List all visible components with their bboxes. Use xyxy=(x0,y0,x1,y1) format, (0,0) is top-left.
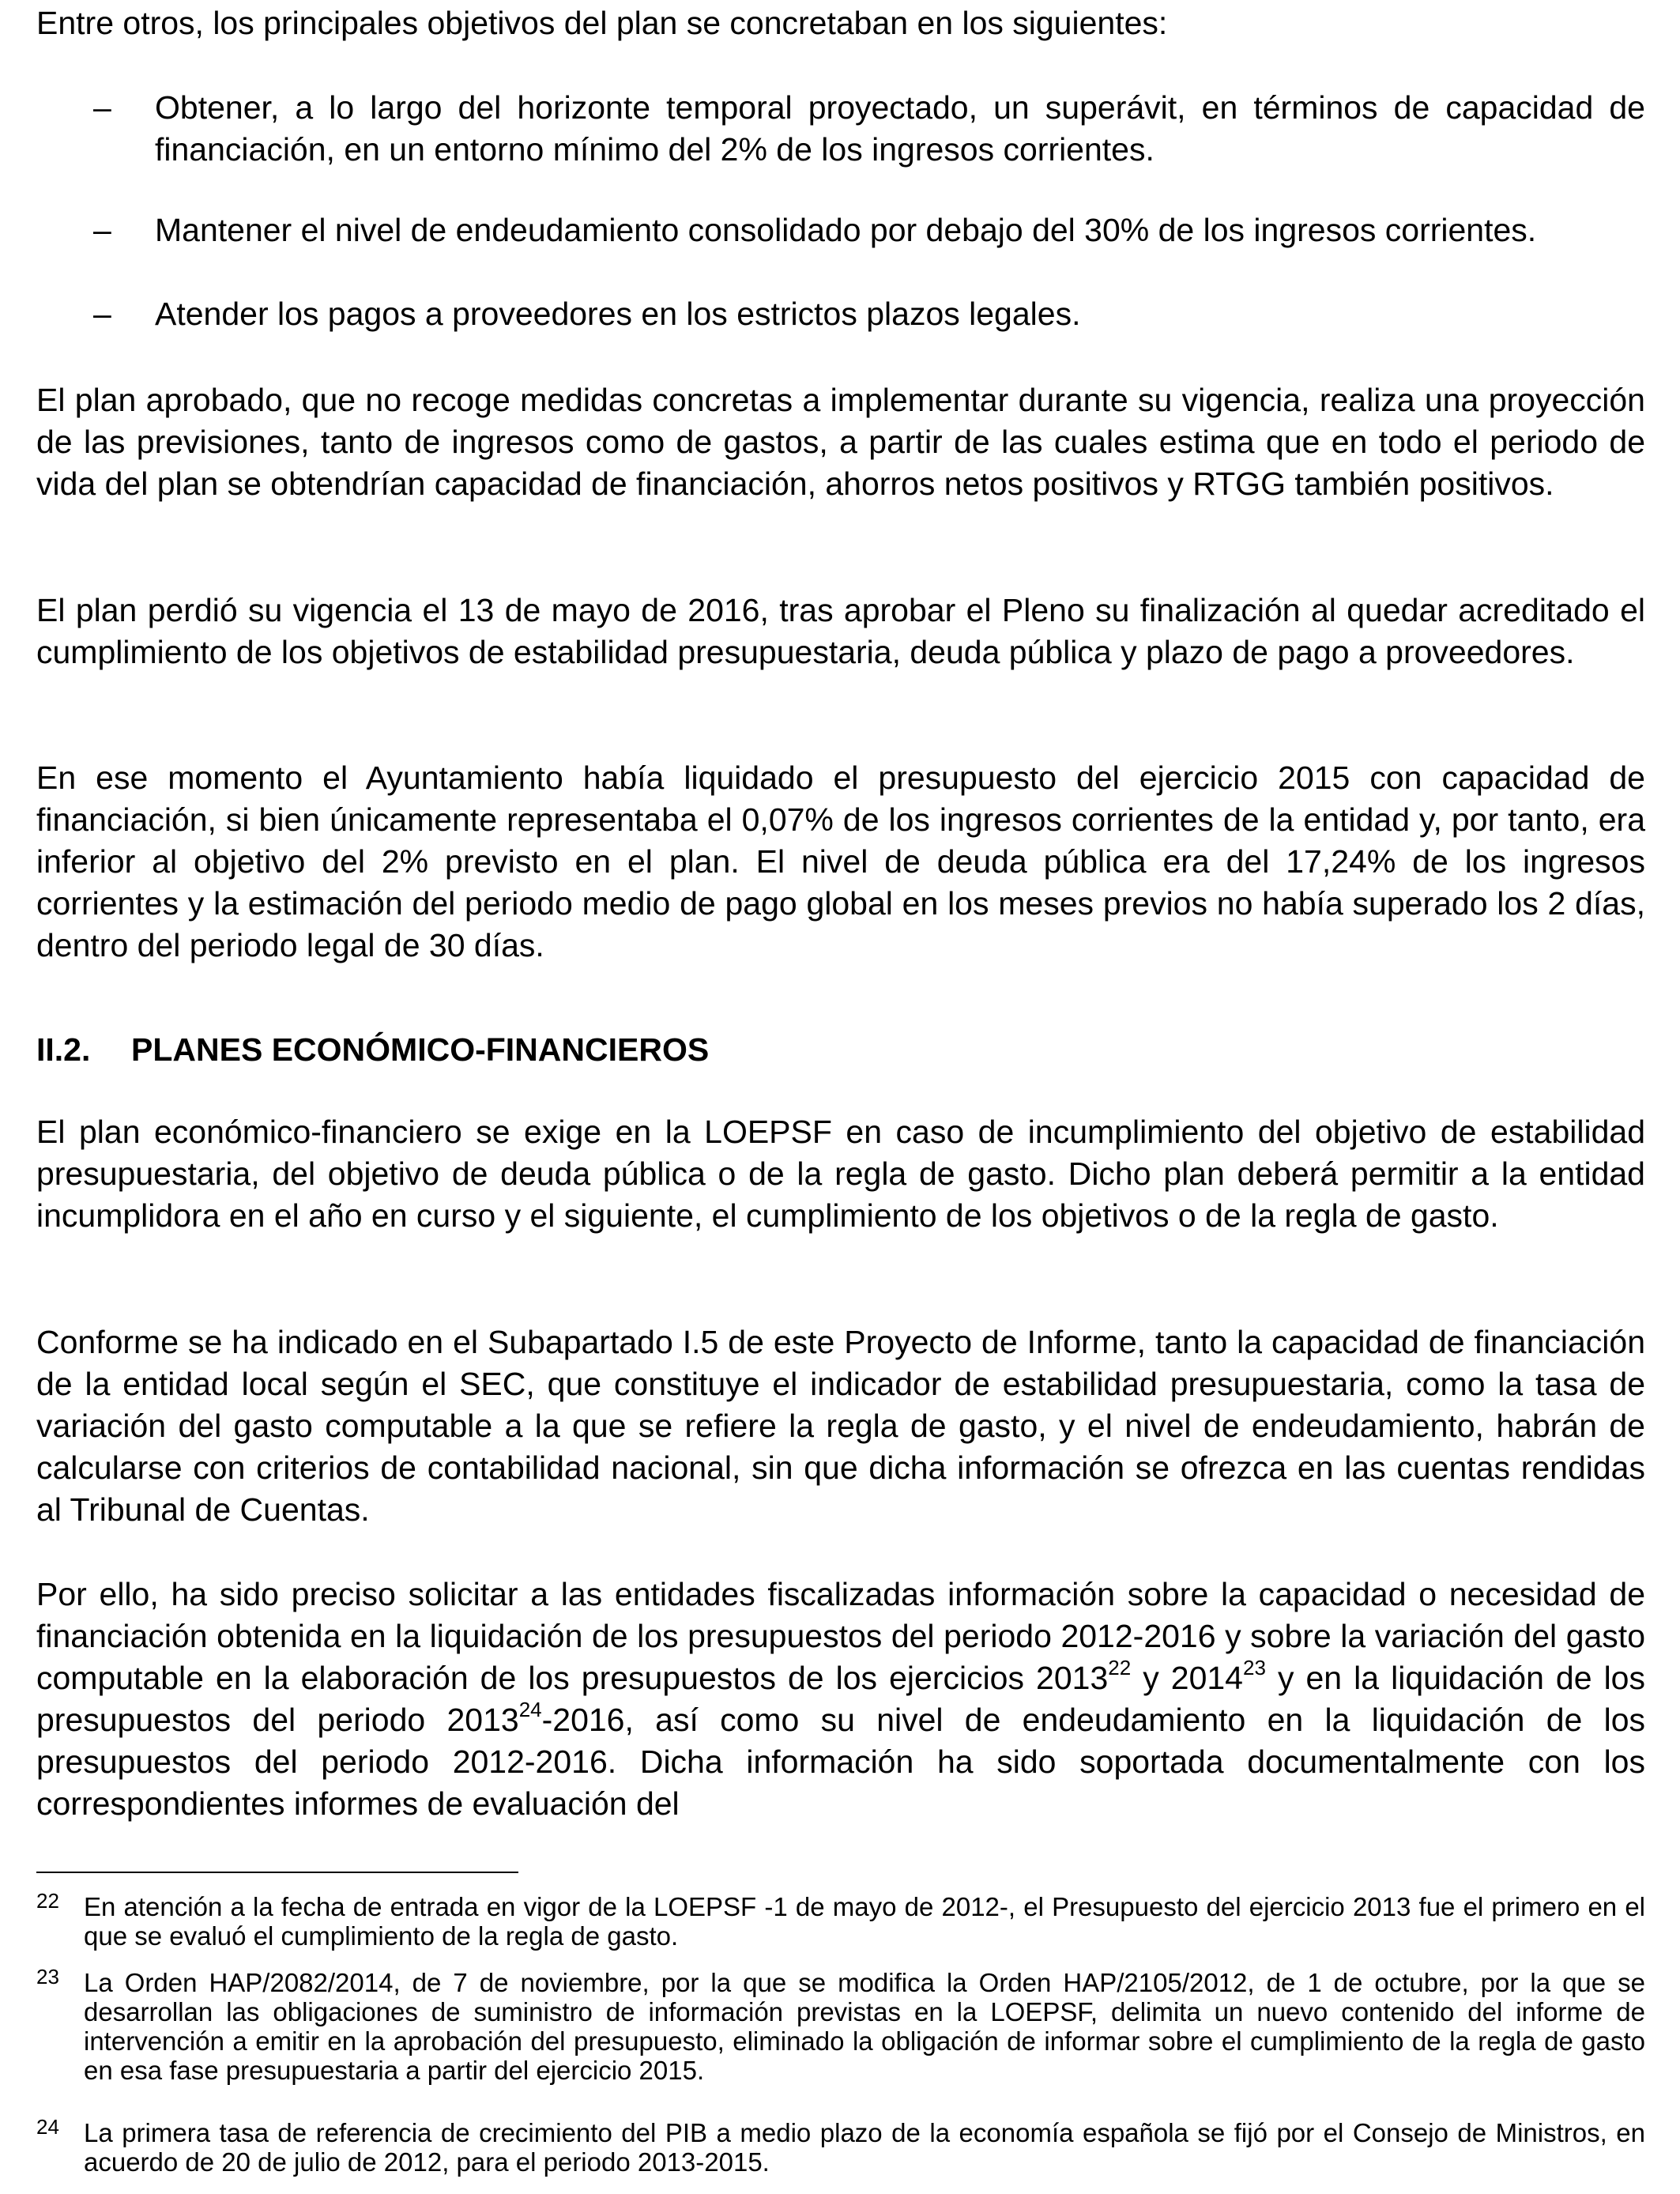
footnote-ref[interactable]: 23 xyxy=(1242,1656,1266,1679)
bullet-dash: – xyxy=(93,296,111,332)
paragraph: El plan perdió su vigencia el 13 de mayo de 2016, tras aprobar el Pleno su finalización al quedar acreditado el cumplimiento de los objetivos de estabilidad presupuestaria, deuda pública y plazo de pago a proveedores. xyxy=(36,592,1645,670)
paragraph: En ese momento el Ayuntamiento había liquidado el presupuesto del ejercicio 2015 con capacidad de financiación, si bien únicamente representaba el 0,07% de los ingresos corrientes de la entidad y, por tanto, era inferior al objetivo del 2% previsto en el plan. El nivel de deuda pública era del 17,24% de los ingresos corrientes y la estimación del periodo medio de pago global en los meses previos no había superado los 2 días, dentro del periodo legal de 30 días. xyxy=(36,760,1645,963)
paragraph: El plan aprobado, que no recoge medidas concretas a implementar durante su vigencia, realiza una proyección de las previsiones, tanto de ingresos como de gastos, a partir de las cuales estima que en todo el periodo de vida del plan se obtendrían capacidad de financiación, ahorros netos positivos y RTGG también positivos. xyxy=(36,382,1645,502)
paragraph xyxy=(36,1574,1645,1825)
intro-paragraph: Entre otros, los principales objetivos del plan se concretaban en los siguientes: xyxy=(36,5,1168,41)
paragraph: Conforme se ha indicado en el Subapartado I.5 de este Proyecto de Informe, tanto la capacidad de financiación de la entidad local según el SEC, que constituye el indicador de estabilidad presupuestaria, como la tasa de variación del gasto computable a la que se refiere la regla de gasto, y el nivel de endeudamiento, habrán de calcularse con criterios de contabilidad nacional, sin que dicha información se ofrezca en las cuentas rendidas al Tribunal de Cuentas. xyxy=(36,1324,1645,1528)
paragraph-text: y en la liquidación de los presupuestos del periodo 2013 xyxy=(36,1660,1645,1738)
paragraph-text: y 2014 xyxy=(1131,1660,1243,1696)
footnote-number: 23 xyxy=(36,1965,59,1989)
footnote-text: En atención a la fecha de entrada en vigor de la LOEPSF -1 de mayo de 2012-, el Presupuesto del ejercicio 2013 fue el primero en el que se evaluó el cumplimiento de la regla de gasto. xyxy=(84,1892,1645,1951)
bullet-dash: – xyxy=(93,212,111,248)
footnote-text: La Orden HAP/2082/2014, de 7 de noviembre, por la que se modifica la Orden HAP/2105/2012, de 1 de octubre, por la que se desarrollan las obligaciones de suministro de información previstas en la LOEPSF, delimita un nuevo contenido del informe de intervención a emitir en la aprobación del presupuesto, eliminado la obligación de informar sobre el cumplimiento de la regla de gasto en esa fase presupuestaria a partir del ejercicio 2015. xyxy=(84,1968,1645,2085)
bullet-text: Atender los pagos a proveedores en los estrictos plazos legales. xyxy=(155,296,1081,332)
footnote-number: 22 xyxy=(36,1889,59,1913)
section-number: II.2. xyxy=(36,1031,91,1068)
footnote-text: La primera tasa de referencia de crecimiento del PIB a medio plazo de la economía española se fijó por el Consejo de Ministros, en acuerdo de 20 de julio de 2012, para el periodo 2013-2015. xyxy=(84,2118,1645,2177)
footnote-ref[interactable]: 22 xyxy=(1108,1656,1132,1679)
footnote-separator xyxy=(36,1872,518,1873)
paragraph-text: -2016, así como su nivel de endeudamiento en la liquidación de los presupuestos del periodo 2012-2016. Dicha información ha sido soportada documentalmente con los correspondientes informes de evaluación del xyxy=(36,1702,1645,1822)
bullet-dash: – xyxy=(93,89,111,126)
footnote-number: 24 xyxy=(36,2115,59,2139)
section-heading xyxy=(36,1029,709,1071)
bullet-text: Obtener, a lo largo del horizonte temporal proyectado, un superávit, en términos de capacidad de financiación, en un entorno mínimo del 2% de los ingresos corrientes. xyxy=(155,89,1645,168)
paragraph: El plan económico-financiero se exige en la LOEPSF en caso de incumplimiento del objetivo de estabilidad presupuestaria, del objetivo de deuda pública o de la regla de gasto. Dicho plan deberá permitir a la entidad incumplidora en el año en curso y el siguiente, el cumplimiento de los objetivos o de la regla de gasto. xyxy=(36,1114,1645,1234)
footnote-ref[interactable]: 24 xyxy=(518,1698,542,1721)
bullet-text: Mantener el nivel de endeudamiento consolidado por debajo del 30% de los ingresos corrientes. xyxy=(155,212,1537,248)
section-title: PLANES ECONÓMICO-FINANCIEROS xyxy=(131,1031,710,1068)
paragraph-text: Por ello, ha sido preciso solicitar a las entidades fiscalizadas información sobre la capacidad o necesidad de financiación obtenida en la liquidación de los presupuestos del periodo 2012-2016 y sobre la variación del gasto computable en la elaboración de los presupuestos de los ejercicios 2013 xyxy=(36,1576,1645,1696)
